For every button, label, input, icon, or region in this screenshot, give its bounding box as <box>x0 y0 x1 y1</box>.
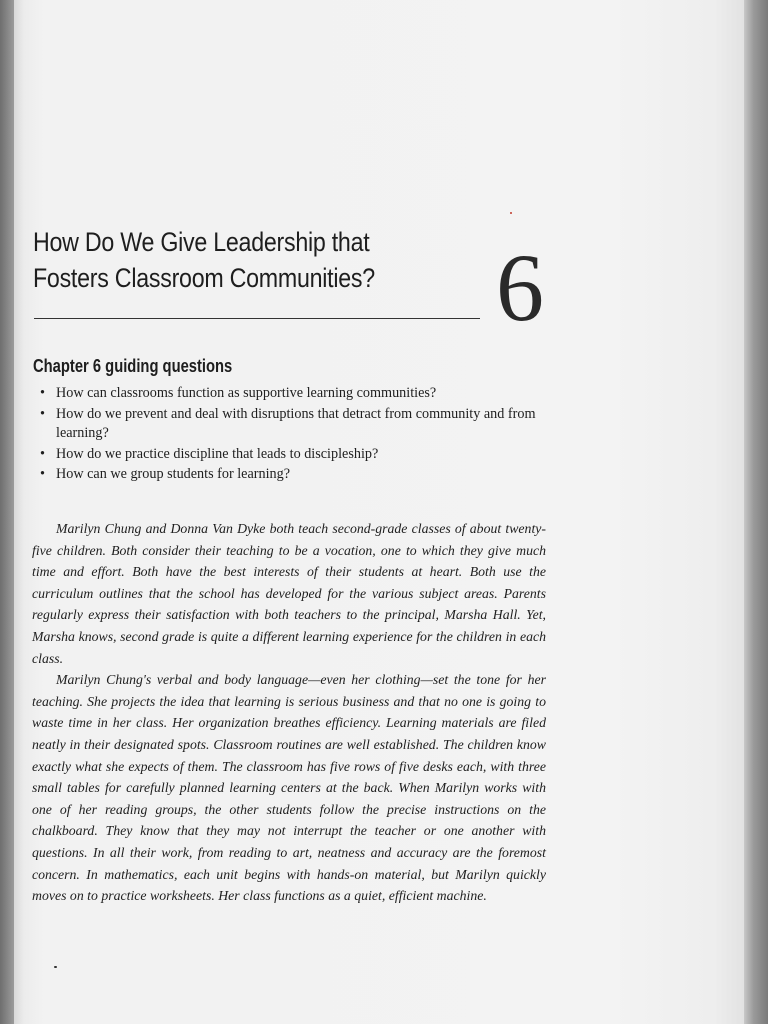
guiding-questions-heading: Chapter 6 guiding questions <box>33 356 233 376</box>
chapter-body <box>32 518 546 907</box>
chapter-title <box>33 224 437 296</box>
scan-speck <box>54 966 57 968</box>
bullet-icon: • <box>40 466 45 482</box>
guiding-question-item <box>30 465 560 485</box>
scan-right-shadow <box>744 0 768 1024</box>
book-page <box>14 0 744 1024</box>
guiding-question-text: How can we group students for learning? <box>56 466 291 482</box>
title-divider <box>34 318 480 319</box>
guiding-question-text: How do we practice discipline that leads to discipleship? <box>56 445 379 462</box>
guiding-questions-list <box>30 384 560 486</box>
scan-speck <box>510 212 512 214</box>
bullet-icon: • <box>40 405 45 422</box>
body-paragraph: Marilyn Chung and Donna Van Dyke both teach second-grade classes of about twenty-five children. Both consider their teaching to be a vocation, one to which they give much time and effort. Both have the best interests of their students at heart. Both use the curriculum outlines that the school has developed for the various subject areas. Parents regularly express their satisfaction with both teachers to the principal, Marsha Hall. Yet, Marsha knows, second grade is quite a different learning experience for the children in each class. <box>32 521 546 666</box>
chapter-title-line-1: How Do We Give Leadership that <box>33 227 370 257</box>
guiding-question-text: How can classrooms function as supportive learning communities? <box>56 385 437 401</box>
bullet-icon: • <box>40 445 45 462</box>
chapter-title-line-2: Fosters Classroom Communities? <box>33 263 375 293</box>
guiding-question-item <box>30 445 560 465</box>
guiding-question-item <box>30 384 560 404</box>
body-paragraph: Marilyn Chung's verbal and body language—even her clothing—set the tone for her teaching. She projects the idea that learning is serious business and that no one is going to waste time in her class. Her organization breathes efficiency. Learning materials are filed neatly in their designated spots. Classroom routines are well established. The children know exactly what she expects of them. The classroom has five rows of five desks each, with three small tables for carefully planned learning centers at the back. When Marilyn works with one of her reading groups, the other students follow the precise instructions on the chalkboard. They know that they may not interrupt the teacher or one another with questions. In all their work, from reading to art, neatness and accuracy are the foremost concern. In mathematics, each unit begins with hands-on material, but Marilyn quickly moves on to practice worksheets. Her class functions as a quiet, efficient machine. <box>32 672 546 904</box>
guiding-question-item <box>30 405 560 444</box>
bullet-icon: • <box>40 385 45 401</box>
chapter-number: 6 <box>496 234 544 341</box>
guiding-question-text: How do we prevent and deal with disruptions that detract from community and from learning? <box>56 405 536 441</box>
scan-left-edge <box>0 0 14 1024</box>
